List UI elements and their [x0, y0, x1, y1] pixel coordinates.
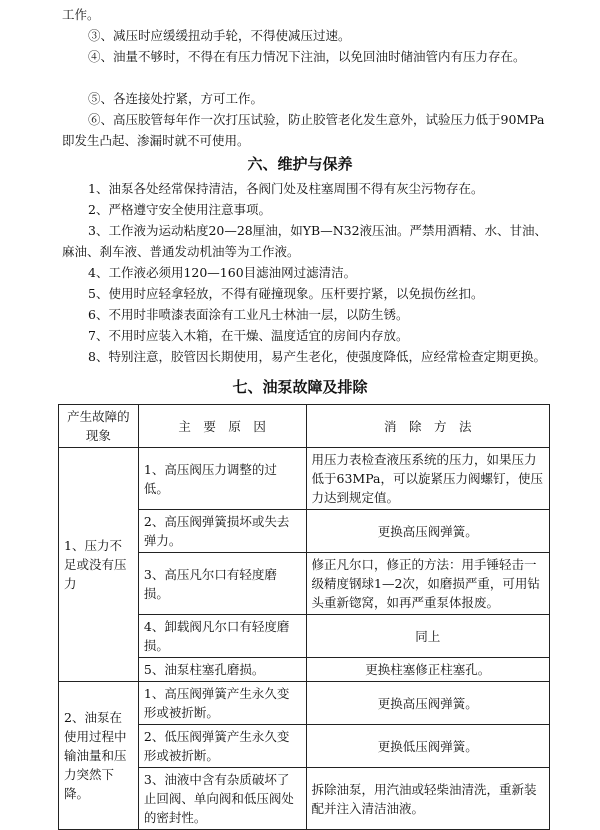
remedy-cell: 拆除油泵，用汽油或轻柴油清洗，重新装配并注入清洁油液。	[306, 768, 550, 830]
cause-cell: 3、高压凡尔口有轻度磨损。	[138, 553, 306, 615]
list-item: 4、工作液必须用120—160目滤油网过滤清洁。	[88, 265, 357, 280]
table-header-row	[59, 405, 550, 448]
paragraph: ③、减压时应缓缓扭动手轮，不得使减压过速。	[88, 28, 351, 43]
list-item: 8、特别注意，胶管因长期使用，易产生老化，使强度降低，应经常检查定期更换。	[88, 349, 546, 364]
column-header: 消 除 方 法	[306, 405, 550, 448]
table-row	[59, 682, 550, 725]
list-item: 2、严格遵守安全使用注意事项。	[88, 202, 271, 217]
cause-cell: 1、高压阀压力调整的过低。	[138, 448, 306, 510]
section-title: 七、油泵故障及排除	[232, 378, 368, 396]
remedy-cell: 更换高压阀弹簧。	[306, 510, 550, 553]
list-item: 6、不用时非喷漆表面涂有工业凡士林油一层，以防生锈。	[88, 307, 409, 322]
cause-cell: 4、卸载阀凡尔口有轻度磨损。	[138, 615, 306, 658]
remedy-cell: 更换低压阀弹簧。	[306, 725, 550, 768]
column-header: 产生故障的现象	[59, 405, 139, 448]
list-item: 5、使用时应轻拿轻放，不得有碰撞现象。压杆要拧紧，以免损伤丝扣。	[88, 286, 484, 301]
remedy-cell: 更换高压阀弹簧。	[306, 682, 550, 725]
remedy-cell: 更换柱塞修正柱塞孔。	[306, 658, 550, 682]
paragraph: ④、油量不够时，不得在有压力情况下注油，以免回油时储油管内有压力存在。	[88, 49, 526, 64]
cause-cell: 5、油泵柱塞孔磨损。	[138, 658, 306, 682]
remedy-cell: 修正凡尔口，修正的方法：用手锤轻击一级精度钢球1—2次，如磨损严重，可用钻头重新锪窝，如再严重泵体报废。	[306, 553, 550, 615]
list-item: 7、不用时应装入木箱，在干燥、温度适宜的房间内存放。	[88, 328, 409, 343]
symptom-cell: 2、油泵在使用过程中输油量和压力突然下降。	[59, 682, 139, 830]
cause-cell: 3、油液中含有杂质破坏了止回阀、单向阀和低压阀处的密封性。	[138, 768, 306, 830]
section-title: 六、维护与保养	[247, 155, 353, 173]
cause-cell: 2、高压阀弹簧损坏或失去弹力。	[138, 510, 306, 553]
list-item: 1、油泵各处经常保持清洁，各阀门处及柱塞周围不得有灰尘污物存在。	[88, 181, 484, 196]
list-item: 3、工作液为运动粘度20—28厘油，如YB—N32液压油。严禁用酒精、水、甘油、麻油、刹车液、普通发动机油等为工作液。	[62, 223, 548, 259]
symptom-cell: 1、压力不足或没有压力	[59, 448, 139, 682]
paragraph: ⑤、各连接处拧紧，方可工作。	[88, 91, 264, 106]
cause-cell: 1、高压阀弹簧产生永久变形或被折断。	[138, 682, 306, 725]
remedy-cell: 用压力表检查液压系统的压力，如果压力低于63MPa，可以旋紧压力阀螺钉，使压力达到规定值。	[306, 448, 550, 510]
remedy-cell: 同上	[306, 615, 550, 658]
fault-table	[58, 404, 550, 830]
column-header: 主 要 原 因	[138, 405, 306, 448]
table-row	[59, 448, 550, 510]
paragraph: ⑥、高压胶管每年作一次打压试验，防止胶管老化发生意外，试验压力低于90MPa即发生凸起、渗漏时就不可使用。	[62, 112, 545, 148]
paragraph: 工作。	[62, 7, 100, 22]
cause-cell: 2、低压阀弹簧产生永久变形或被折断。	[138, 725, 306, 768]
